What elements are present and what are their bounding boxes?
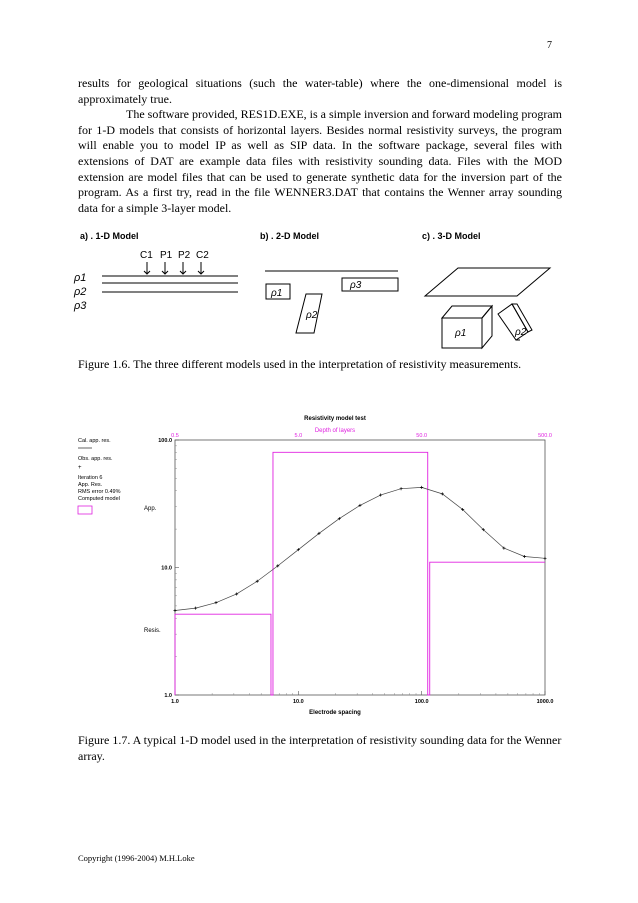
layer-rho2: ρ2 [74,286,87,298]
resistivity-chart [70,408,560,718]
x-tick-label: 1000.0 [536,699,554,705]
legend-iteration: Iteration 6 [78,475,103,481]
models-figure [70,226,570,351]
depth-axis-label: Depth of layers [314,428,356,434]
layer-rho1: ρ1 [74,272,87,284]
legend-observed-swatch: + [78,465,82,471]
panel-3d-model [422,231,550,348]
x-tick-label: 100.0 [414,699,429,705]
surface-plane-3d [425,268,550,296]
electrode-c1: C1 [140,250,153,261]
panel-b-title: b) . 2-D Model [260,231,319,241]
legend-observed: Obs. app. res. [78,456,113,462]
depth-tick-label: 5.0 [294,433,303,439]
legend-calculated: Cal. app. res. [78,438,111,444]
body-rho1-2d-label: ρ1 [271,288,283,299]
page-number: 7 [547,40,552,51]
electrode-arrows [144,262,204,274]
x-axis-label: Electrode spacing [309,710,361,716]
body-rho1-3d-label: ρ1 [455,328,467,339]
body-rho2-2d-label: ρ2 [306,310,318,321]
chart-plot-area [158,433,553,705]
observed-point [174,609,177,612]
computed-model-line [175,452,545,695]
layer-rho3: ρ3 [74,300,87,312]
body-rho3-2d-label: ρ3 [350,280,362,291]
legend-app-res: App. Res. [78,482,103,488]
electrode-p1: P1 [160,250,173,261]
observed-point [400,487,403,490]
figure-1-6-caption: Figure 1.6. The three different models used in the interpretation of resistivity measurements. [78,357,522,371]
body-rho1-3d [442,306,492,348]
observed-point [215,601,218,604]
y-tick-label: 100.0 [158,438,172,444]
electrode-c2: C2 [196,250,209,261]
observed-point [544,557,547,560]
y-label-top: App. [144,506,157,512]
figure-1-7-caption: Figure 1.7. A typical 1-D model used in the interpretation of resistivity sounding data for the Wenner array. [78,733,562,763]
panel-1d-model [73,231,238,312]
x-tick-label: 1.0 [171,699,179,705]
x-tick-label: 10.0 [292,699,304,705]
observed-point [523,555,526,558]
observed-point [194,607,197,610]
plot-frame [175,440,545,695]
y-label-bottom: Resis. [144,628,161,634]
footer-copyright: Copyright (1996-2004) M.H.Loke [78,853,195,863]
panel-c-title: c) . 3-D Model [422,231,481,241]
paragraph-1: results for geological situations (such the water-table) where the one-dimensional model is approximately true. [78,76,562,106]
chart-title: Resistivity model test [304,416,366,422]
body-text [78,76,562,216]
paragraph-2: The software provided, RES1D.EXE, is a simple inversion and forward modeling program for 1-D models that consists of horizontal layers. Besides normal resistivity surveys, the program will enable you to model IP as well as SIP data. In the software package, several files with extensions of DAT are example data files with resistivity sounding data. Files with the MOD extension are model files that can be used to generate synthetic data for the inversion part of the program. As a first try, read in the file WENNER3.DAT that contains the Wenner array sounding data for a simple 3-layer model. [78,107,562,215]
panel-a-title: a) . 1-D Model [80,231,139,241]
y-tick-label: 10.0 [161,565,172,572]
body-rho2-3d-label: ρ2 [515,327,527,338]
observed-point [379,494,382,497]
panel-2d-model [260,231,398,333]
legend-model-swatch [78,506,92,514]
y-tick-label: 1.0 [164,693,172,699]
depth-tick-label: 0.5 [171,433,179,439]
depth-tick-label: 500.0 [538,433,552,439]
electrode-p2: P2 [178,250,191,261]
observed-point [420,486,423,489]
depth-tick-label: 50.0 [416,433,428,439]
legend-computed-model: Computed model [78,496,120,502]
legend-rms: RMS error 0.49% [78,489,121,495]
